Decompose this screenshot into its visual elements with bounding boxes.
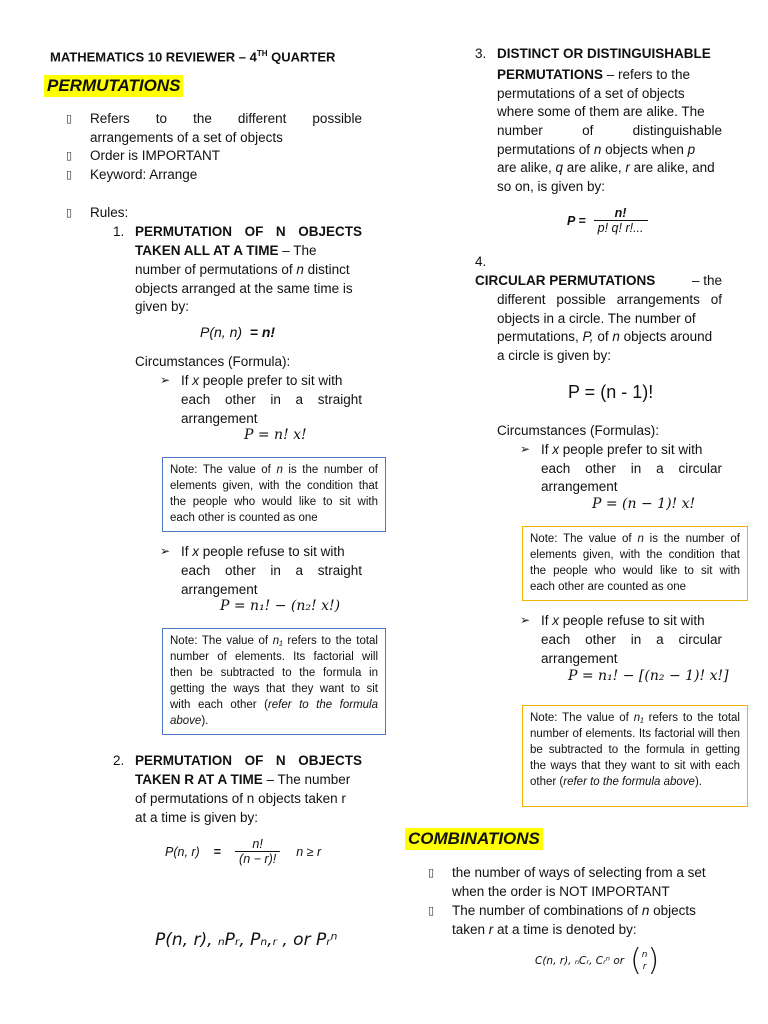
rule4-text-line4: permutations, P, of n objects around xyxy=(497,329,713,344)
combinations-bullet2-line1: The number of combinations of n objects xyxy=(452,903,696,918)
rule1-text-line3: number of permutations of n distinct xyxy=(135,262,350,277)
rule2-text-line3: of permutations of n objects taken r xyxy=(135,791,346,806)
binomial-coefficient: ( n r ) xyxy=(630,943,660,978)
rule1-circumstances-label: Circumstances (Formula): xyxy=(135,354,291,369)
rule2-notation: P(n, r), ₙPᵣ, Pₙ,ᵣ , or Pᵣⁿ xyxy=(155,930,338,950)
document-title: MATHEMATICS 10 REVIEWER – 4TH QUARTER xyxy=(50,49,336,65)
rule4-note2: Note: The value of n₁ refers to the total number of elements. Its factorial will then be subtracted to the formula in getting the ways that they want to sit with each other (refer to the formula above). xyxy=(522,705,748,807)
rule1-title-line2: TAKEN ALL AT A TIME – The xyxy=(135,243,317,258)
permutations-heading: PERMUTATIONS xyxy=(44,75,183,97)
rule3-number: 3. xyxy=(475,46,487,61)
bullet-icon: ▯ xyxy=(66,206,73,219)
rule3-text-line5: number of distinguishable xyxy=(497,123,722,138)
rule1-note2: Note: The value of n₁ refers to the total number of elements. Its factorial will then be subtracted to the formula in getting the ways that they want to sit with each other (refer to the formula above). xyxy=(162,628,386,735)
arrow-bullet-icon: ➢ xyxy=(160,544,171,558)
combinations-bullet2-line2: taken r at a time is denoted by: xyxy=(452,922,637,937)
bullet-icon: ▯ xyxy=(428,904,435,917)
rule4-text-line3: objects in a circle. The number of xyxy=(497,311,696,326)
arrow-bullet-icon: ➢ xyxy=(520,613,531,627)
rule1-c2-line3: arrangement xyxy=(181,582,258,597)
rule1-c1-formula: P = n! x! xyxy=(244,427,307,443)
rules-label: Rules: xyxy=(90,205,129,220)
rule3-text-line4: where some of them are alike. The xyxy=(497,104,705,119)
bullet-icon: ▯ xyxy=(66,112,73,125)
rule1-title-line1: PERMUTATION OF N OBJECTS xyxy=(135,224,362,239)
rule3-text-line8: so on, is given by: xyxy=(497,179,606,194)
bullet-icon: ▯ xyxy=(428,866,435,879)
bullet-keyword: Keyword: Arrange xyxy=(90,167,198,182)
rule1-text-line4: objects arranged at the same time is xyxy=(135,281,353,296)
bullet-icon: ▯ xyxy=(66,168,73,181)
rule4-title-line1: CIRCULAR PERMUTATIONS – the xyxy=(475,273,722,288)
rule1-c2-formula: P = n₁! − (n₂! x!) xyxy=(220,598,341,614)
rule4-c1-line1: If x people prefer to sit with xyxy=(541,442,703,457)
rule3-title-line1: DISTINCT OR DISTINGUISHABLE xyxy=(497,46,711,61)
rule3-title-line2: PERMUTATIONS – refers to the xyxy=(497,67,691,82)
rule2-formula: P(n, r) = $\frac{n!}{(n - r)!}$ n ≥ r xyxy=(165,837,322,866)
rule4-c1-line2: each other in a circular xyxy=(541,461,722,476)
rule4-c2-line2: each other in a circular xyxy=(541,632,722,647)
rule2-text-line4: at a time is given by: xyxy=(135,810,259,825)
rule1-c2-line1: If x people refuse to sit with xyxy=(181,544,345,559)
rule3-formula: P = $\frac{n!}{p! q! r!...}$ xyxy=(567,206,648,235)
bullet-icon: ▯ xyxy=(66,149,73,162)
rule3-text-line7: are alike, q are alike, r are alike, and xyxy=(497,160,715,175)
rule4-note1: Note: The value of n is the number of elements given, with the condition that the people who would like to sit with each other are counted as one xyxy=(522,526,748,601)
rule1-formula: P(n, n) = n! xyxy=(200,324,276,340)
rule2-title-line2: TAKEN R AT A TIME – The number xyxy=(135,772,351,787)
rule4-circumstances-label: Circumstances (Formulas): xyxy=(497,423,660,438)
rule2-number: 2. xyxy=(113,753,125,768)
combinations-heading: COMBINATIONS xyxy=(405,828,543,850)
rule4-c2-formula: P = n₁! − [(n₂ − 1)! x!] xyxy=(568,668,729,684)
rule4-text-line5: a circle is given by: xyxy=(497,348,612,363)
rule4-formula: P = (n - 1)! xyxy=(568,382,654,402)
combinations-bullet1-line2: when the order is NOT IMPORTANT xyxy=(452,884,670,899)
rule1-c2-line2: each other in a straight xyxy=(181,563,362,578)
rule1-c1-line2: each other in a straight xyxy=(181,392,362,407)
rule2-title-line1: PERMUTATION OF N OBJECTS xyxy=(135,753,362,768)
rule4-c1-formula: P = (n − 1)! x! xyxy=(592,496,696,512)
bullet-order: Order is IMPORTANT xyxy=(90,148,221,163)
rule4-c1-line3: arrangement xyxy=(541,479,618,494)
rule3-text-line6: permutations of n objects when p xyxy=(497,142,696,157)
bullet-refers-line1: Refers to the different possible xyxy=(90,111,362,126)
rule1-text-line5: given by: xyxy=(135,299,190,314)
arrow-bullet-icon: ➢ xyxy=(160,373,171,387)
rule1-c1-line1: If x people prefer to sit with xyxy=(181,373,343,388)
rule3-text-line3: permutations of a set of objects xyxy=(497,86,685,101)
rule1-number: 1. xyxy=(113,224,125,239)
rule1-c1-line3: arrangement xyxy=(181,411,258,426)
rule1-note1: Note: The value of n is the number of elements given, with the condition that the people who would like to sit with each other is counted as one xyxy=(162,457,386,532)
rule4-c2-line3: arrangement xyxy=(541,651,618,666)
arrow-bullet-icon: ➢ xyxy=(520,442,531,456)
rule4-c2-line1: If x people refuse to sit with xyxy=(541,613,705,628)
combinations-notation: C(n, r), ₙCᵣ, Cᵣⁿ or ( n r ) xyxy=(535,943,660,978)
bullet-refers-line2: arrangements of a set of objects xyxy=(90,130,283,145)
rule4-number: 4. xyxy=(475,254,487,269)
rule4-text-line2: different possible arrangements of xyxy=(497,292,722,307)
combinations-bullet1-line1: the number of ways of selecting from a set xyxy=(452,865,706,880)
